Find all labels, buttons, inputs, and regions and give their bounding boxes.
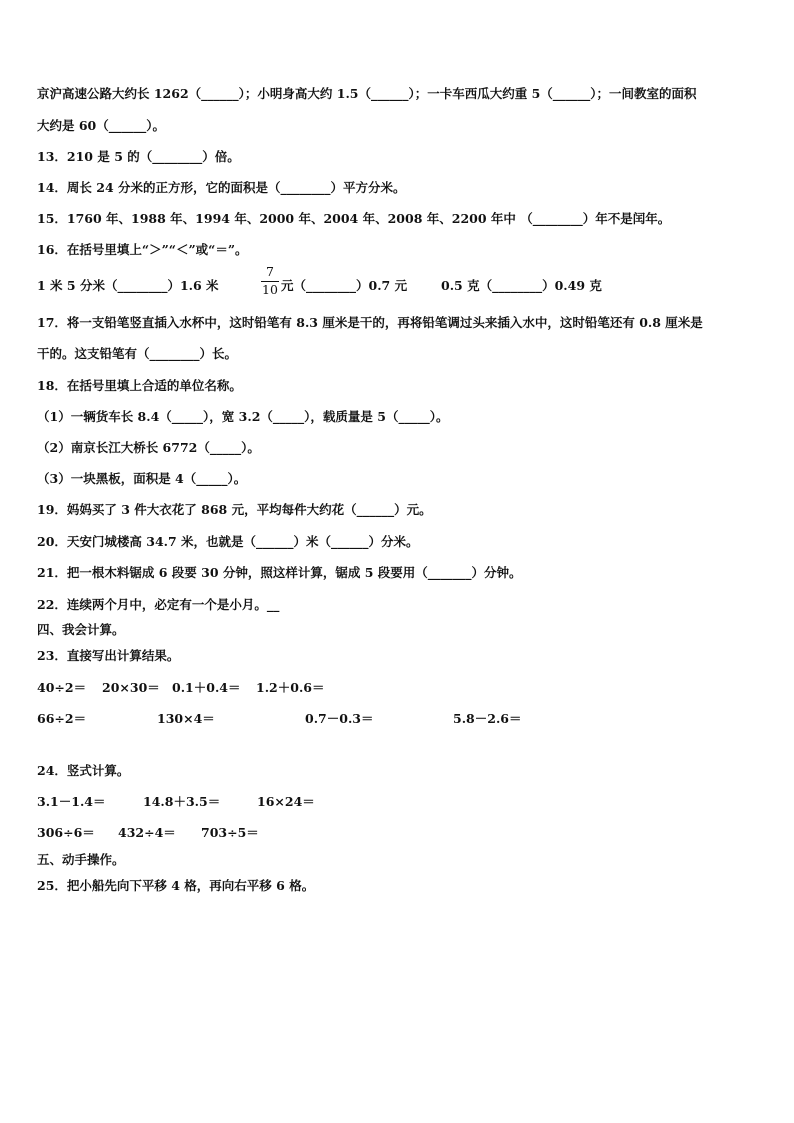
question-18: 18．在括号里填上合适的单位名称。 xyxy=(37,378,242,393)
question-15: 15．1760 年、1988 年、1994 年、2000 年、2004 年、2008 年、2200 年中 （________）年不是闰年。 xyxy=(37,211,671,226)
question-13: 13．210 是 5 的（________）倍。 xyxy=(37,149,240,164)
question-16: 16．在括号里填上“＞”“＜”或“＝”。 xyxy=(37,242,248,257)
question-19: 19．妈妈买了 3 件大衣花了 868 元，平均每件大约花（______）元。 xyxy=(37,502,432,517)
section-4-heading: 四、我会计算。 xyxy=(37,622,125,637)
question-16-item-b: 元（________）0.7 元 xyxy=(281,278,408,293)
q24-row1-item1: 3.1－1.4＝ xyxy=(37,794,106,809)
question-14: 14．周长 24 分米的正方形，它的面积是（________）平方分米。 xyxy=(37,180,406,195)
fraction-numerator: 7 xyxy=(266,264,274,279)
q23-row1-item3: 0.1＋0.4＝ xyxy=(172,680,241,695)
question-18-part2: （2）南京长江大桥长 6772（_____）。 xyxy=(37,440,260,455)
question-16-item-c: 0.5 克（________）0.49 克 xyxy=(441,278,602,293)
question-18-part1: （1）一辆货车长 8.4（_____），宽 3.2（_____），载质量是 5（_____）。 xyxy=(37,409,449,424)
question-21: 21．把一根木料锯成 6 段要 30 分钟，照这样计算，锯成 5 段要用（_______）分钟。 xyxy=(37,565,522,580)
question-24: 24．竖式计算。 xyxy=(37,763,130,778)
q23-row2-item1: 66÷2＝ xyxy=(37,711,87,726)
question-17-line1: 17．将一支铅笔竖直插入水杯中，这时铅笔有 8.3 厘米是干的，再将铅笔调过头来插入水中，这时铅笔还有 0.8 厘米是 xyxy=(37,315,703,330)
question-23: 23．直接写出计算结果。 xyxy=(37,648,180,663)
q23-row1-item2: 20×30＝ xyxy=(102,680,160,695)
question-22: 22．连续两个月中，必定有一个是小月。__ xyxy=(37,597,280,612)
question-25: 25．把小船先向下平移 4 格，再向右平移 6 格。 xyxy=(37,878,315,893)
q23-row1-item1: 40÷2＝ xyxy=(37,680,87,695)
question-16-item-a: 1 米 5 分米（________）1.6 米 xyxy=(37,278,219,293)
q24-row2-item3: 703÷5＝ xyxy=(201,825,259,840)
q23-row2-item2: 130×4＝ xyxy=(157,711,215,726)
q24-row1-item2: 14.8＋3.5＝ xyxy=(143,794,221,809)
q12-text-line2: 大约是 60（______）。 xyxy=(37,118,165,133)
question-18-part3: （3）一块黑板，面积是 4（_____）。 xyxy=(37,471,247,486)
q23-row2-item3: 0.7－0.3＝ xyxy=(305,711,374,726)
q12-text-line1: 京沪高速公路大约长 1262（______）；小明身高大约 1.5（______）；一卡车西瓜大约重 5（______）；一间教室的面积 xyxy=(37,86,697,101)
q24-row2-item1: 306÷6＝ xyxy=(37,825,95,840)
question-17-line2: 干的。这支铅笔有（________）长。 xyxy=(37,346,238,361)
q23-row2-item4: 5.8－2.6＝ xyxy=(453,711,522,726)
q24-row2-item2: 432÷4＝ xyxy=(118,825,176,840)
fraction-denominator: 10 xyxy=(262,281,278,297)
fraction-seven-tenths xyxy=(261,266,279,296)
section-5-heading: 五、动手操作。 xyxy=(37,852,125,867)
q23-row1-item4: 1.2＋0.6＝ xyxy=(256,680,325,695)
q24-row1-item3: 16×24＝ xyxy=(257,794,315,809)
question-20: 20．天安门城楼高 34.7 米，也就是（______）米（______）分米。 xyxy=(37,534,419,549)
